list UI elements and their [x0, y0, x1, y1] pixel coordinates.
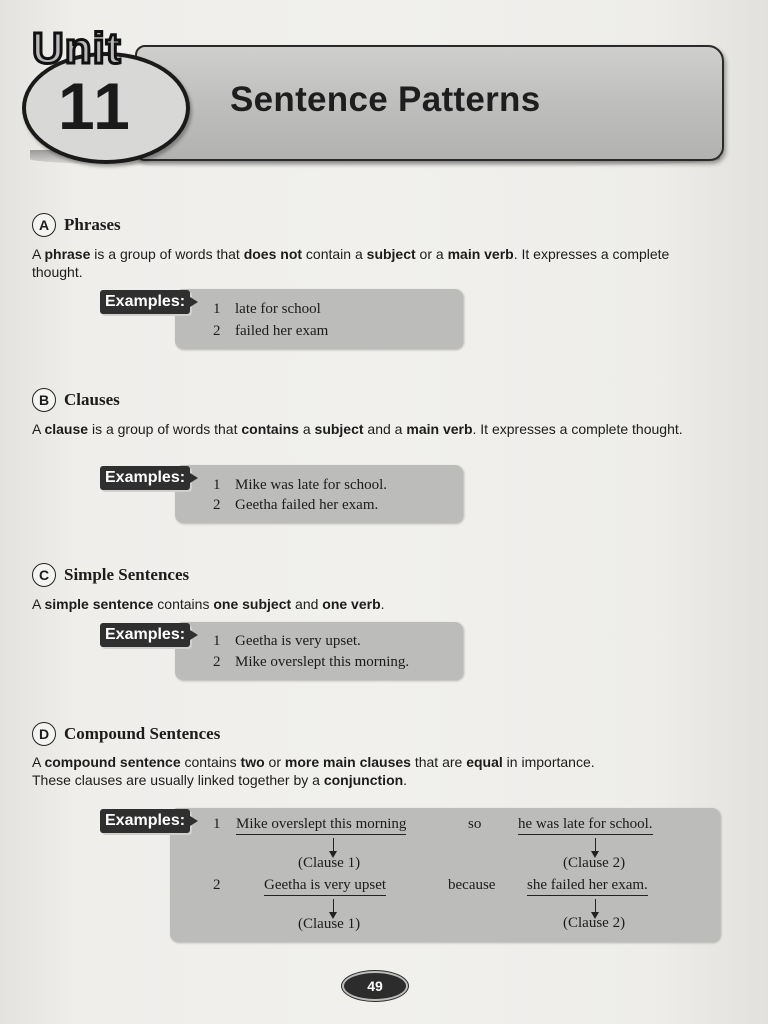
- clause-2-label: (Clause 2): [563, 915, 626, 931]
- examples-label: Examples:: [100, 623, 190, 647]
- clause-1-label: (Clause 1): [298, 855, 361, 871]
- example-text: Geetha is very upset.: [235, 633, 361, 649]
- down-arrow-icon: [595, 838, 596, 852]
- example-number: 1: [213, 816, 221, 832]
- examples-box: [175, 622, 463, 680]
- example-text: Mike was late for school.: [235, 477, 388, 493]
- example-line: [213, 497, 378, 514]
- section-title: Simple Sentences: [64, 565, 190, 584]
- example-number: 1: [213, 633, 221, 649]
- section-title: Clauses: [64, 390, 120, 409]
- example-number: 2: [213, 323, 221, 339]
- clause-1-label: (Clause 1): [298, 916, 361, 932]
- example-number: 1: [213, 477, 221, 493]
- examples-box: [175, 465, 463, 523]
- examples-label: Examples:: [100, 466, 190, 490]
- down-arrow-icon: [333, 899, 334, 913]
- conjunction: because: [448, 877, 496, 893]
- examples-label: Examples:: [100, 809, 190, 833]
- section-letter-badge: C: [32, 563, 56, 587]
- examples-label: Examples:: [100, 290, 190, 314]
- clause-1-text: Mike overslept this morning: [236, 816, 406, 835]
- page-number: 49: [344, 973, 406, 999]
- down-arrow-icon: [595, 899, 596, 913]
- example-line: [213, 323, 328, 340]
- example-text: Geetha failed her exam.: [235, 497, 379, 513]
- section-title: Phrases: [64, 215, 121, 234]
- clause-2-label: (Clause 2): [563, 855, 626, 871]
- clause-2-text: she failed her exam.: [527, 877, 648, 896]
- example-text: late for school: [235, 301, 321, 317]
- clause-1-text: Geetha is very upset: [264, 877, 386, 896]
- example-text: failed her exam: [235, 323, 329, 339]
- section-letter-badge: B: [32, 388, 56, 412]
- clause-2-text: he was late for school.: [518, 816, 653, 835]
- example-line: [213, 477, 387, 494]
- example-line: [213, 654, 409, 671]
- example-line: [213, 633, 361, 650]
- conjunction: so: [468, 816, 482, 832]
- example-number: 1: [213, 301, 221, 317]
- compound-sentence-definition-line2: These clauses are usually linked together by a conjunction.: [32, 772, 408, 788]
- unit-label: Unit: [32, 24, 122, 73]
- example-number: 2: [213, 877, 221, 893]
- page-title: Sentence Patterns: [230, 80, 541, 119]
- examples-box: [175, 289, 463, 349]
- down-arrow-icon: [333, 838, 334, 852]
- section-b-heading: [32, 388, 120, 412]
- example-text: Mike overslept this morning.: [235, 654, 410, 670]
- example-number: 2: [213, 654, 221, 670]
- section-d-heading: [32, 722, 220, 746]
- simple-sentence-definition: A simple sentence contains one subject and one verb.: [32, 596, 385, 612]
- compound-sentence-definition: A compound sentence contains two or more main clauses that are equal in importance.: [32, 754, 595, 770]
- section-c-heading: [32, 563, 189, 587]
- section-title: Compound Sentences: [64, 724, 221, 743]
- section-a-heading: [32, 213, 121, 237]
- unit-number: 11: [58, 69, 132, 143]
- example-number: 2: [213, 497, 221, 513]
- phrase-definition: A phrase is a group of words that does not contain a subject or a main verb. It expresses a complete thought.: [32, 246, 670, 280]
- section-letter-badge: D: [32, 722, 56, 746]
- example-line: [213, 301, 321, 318]
- clause-definition: A clause is a group of words that contains a subject and a main verb. It expresses a complete thought.: [32, 421, 683, 437]
- section-letter-badge: A: [32, 213, 56, 237]
